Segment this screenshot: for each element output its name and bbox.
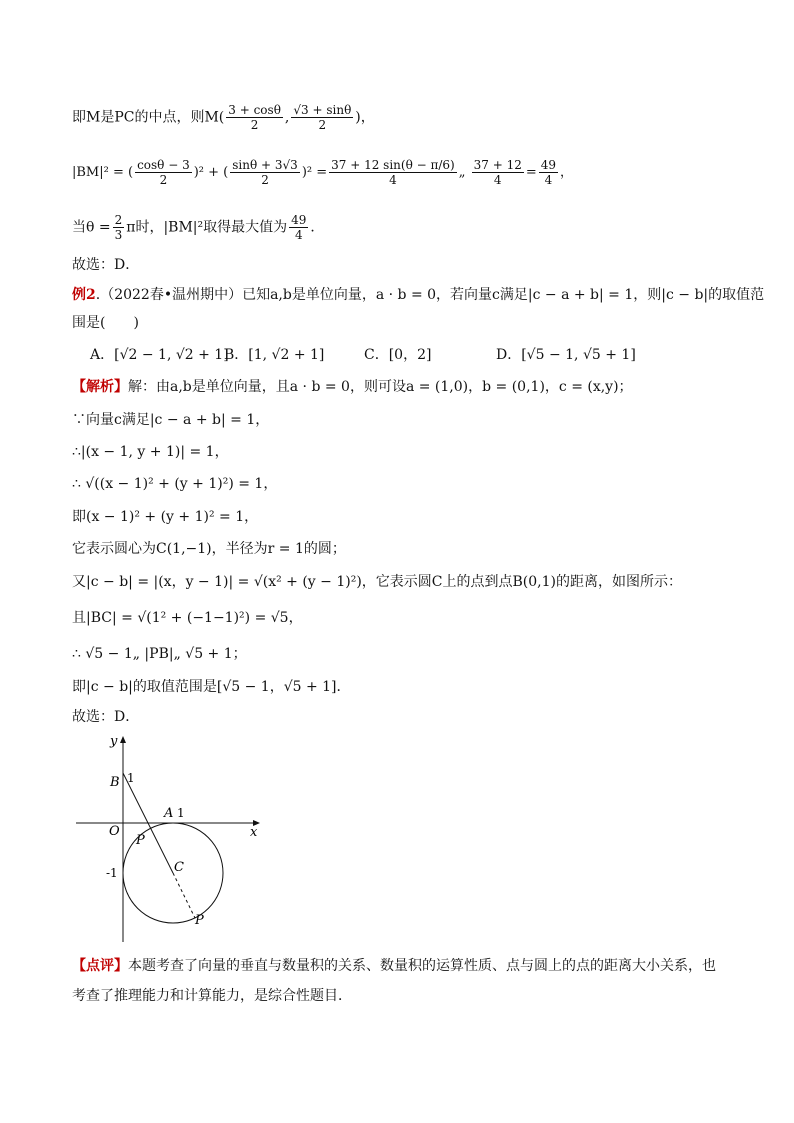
- bm-t5-den: 4: [544, 173, 553, 187]
- max-line: [72, 213, 324, 242]
- solution-tag: 【解析】: [72, 379, 128, 395]
- max-end: ．: [310, 219, 325, 236]
- bm-t4: [472, 158, 524, 187]
- comment-text-1: 本题考查了向量的垂直与数量积的关系、数量积的运算性质、点与圆上的点的距离大小关系，也: [128, 958, 716, 974]
- bm-t1-den: 2: [159, 173, 168, 187]
- bm-t2: [230, 158, 300, 187]
- max-frac: [113, 213, 125, 242]
- solution-line-3: ∴|(x − 1, y + 1)| = 1，: [72, 444, 229, 460]
- label-1-x: 1: [177, 806, 185, 820]
- example-line-2: 围是( ): [72, 315, 139, 331]
- solution-line-1: [72, 377, 633, 397]
- bm-mid: )² + (: [193, 165, 229, 180]
- label-y: y: [110, 734, 118, 749]
- m-y-fraction: [291, 103, 353, 132]
- max-pre: 当θ =: [72, 219, 111, 236]
- midpoint-text: 即M是PC的中点，则M(: [72, 109, 225, 126]
- max-frac-num: 2: [114, 213, 123, 227]
- y-axis-arrow: [120, 736, 126, 743]
- label-x: x: [250, 825, 258, 840]
- max-val: [289, 213, 308, 242]
- label-neg1: -1: [106, 866, 118, 880]
- bm-t5: [539, 158, 558, 187]
- m-x-den: 2: [250, 118, 259, 132]
- prev-answer: 故选：D．: [72, 257, 140, 273]
- comment-line-2: 考查了推理能力和计算能力，是综合性题目．: [72, 988, 352, 1004]
- option-c: C．[0，2]: [364, 347, 432, 363]
- comment-tag: 【点评】: [72, 958, 128, 974]
- max-frac-den: 3: [114, 228, 123, 242]
- option-a: A．[√2 − 1, √2 + 1]: [90, 347, 229, 363]
- solution-answer: 故选：D．: [72, 709, 140, 725]
- bm-t4-den: 4: [493, 173, 502, 187]
- solution-line-5: 即(x − 1)² + (y + 1)² = 1，: [72, 509, 259, 525]
- example-label: 例2: [72, 287, 96, 303]
- option-d: D．[√5 − 1, √5 + 1]: [496, 347, 636, 363]
- label-p-far: P: [195, 913, 204, 928]
- label-p-near: P: [136, 833, 145, 848]
- m-y-num: √3 + sinθ: [293, 103, 352, 117]
- m-x-num: 3 + cosθ: [228, 103, 281, 117]
- bm-t1: [135, 158, 192, 187]
- max-val-den: 4: [294, 228, 303, 242]
- bm-t4-num: 37 + 12: [473, 158, 522, 172]
- bm-t2-den: 2: [261, 173, 269, 187]
- max-mid: π时，|BM|²取得最大值为: [126, 219, 288, 236]
- solution-line-2: ∵向量c满足|c − a + b| = 1，: [72, 412, 270, 428]
- bm-eq2: =: [525, 165, 537, 180]
- label-1-y: 1: [127, 771, 135, 785]
- segment-cp-dashed: [173, 873, 195, 918]
- bm-end: ，: [560, 165, 574, 180]
- bm-lhs: |BM|² = (: [72, 165, 134, 180]
- bm-t2-num: sinθ + 3√3: [232, 158, 298, 172]
- midpoint-close: )，: [355, 109, 375, 126]
- m-x-fraction: [226, 103, 283, 132]
- solution-line-8: 且|BC| = √(1² + (−1−1)²) = √5，: [72, 610, 303, 626]
- bm-t3-den: 4: [389, 173, 397, 187]
- bm-t1-num: cosθ − 3: [137, 158, 190, 172]
- bm-line: [72, 158, 573, 187]
- solution-text-1: 解：由a,b是单位向量，且a · b = 0，则可设a = (1,0)，b = (0,1)，c = (x,y)；: [128, 379, 633, 395]
- bm-eq: )² =: [301, 165, 328, 180]
- example-line-1: [72, 285, 764, 305]
- option-b: B．[1, √2 + 1]: [224, 347, 325, 363]
- label-a: A: [164, 806, 174, 821]
- label-o: O: [109, 824, 120, 839]
- m-y-den: 2: [318, 118, 327, 132]
- coordinate-figure: [60, 728, 280, 948]
- solution-line-6: 它表示圆心为C(1,−1)，半径为r = 1的圆；: [72, 541, 346, 557]
- solution-line-7: 又|c − b| = |(x，y − 1)| = √(x² + (y − 1)²)，它表示圆C上的点到点B(0,1)的距离，如图所示：: [72, 574, 682, 590]
- label-c: C: [174, 860, 184, 875]
- solution-line-4: ∴ √((x − 1)² + (y + 1)²) = 1，: [72, 476, 278, 492]
- bm-t3-num: 37 + 12 sin(θ − π/6): [331, 158, 455, 172]
- label-b: B: [110, 775, 120, 790]
- example-text-1: .（2022春•温州期中）已知a,b是单位向量，a · b = 0，若向量c满足|c − a + b| = 1，则|c − b|的取值范: [95, 287, 765, 303]
- bm-t5-num: 49: [540, 158, 557, 172]
- bm-le: „: [458, 165, 466, 180]
- max-val-num: 49: [291, 213, 307, 227]
- midpoint-line: 即M是PC的中点，则M( $\frac{3 + \cos\theta}{2}$ , $\frac{√3 + \sin\theta}{2}$ )，: [72, 103, 375, 132]
- solution-line-9: ∴ √5 − 1„ |PB|„ √5 + 1；: [72, 646, 247, 662]
- comment-line-1: [72, 956, 716, 976]
- bm-t3: [329, 158, 457, 187]
- solution-line-10: 即|c − b|的取值范围是[√5 − 1，√5 + 1]．: [72, 679, 351, 695]
